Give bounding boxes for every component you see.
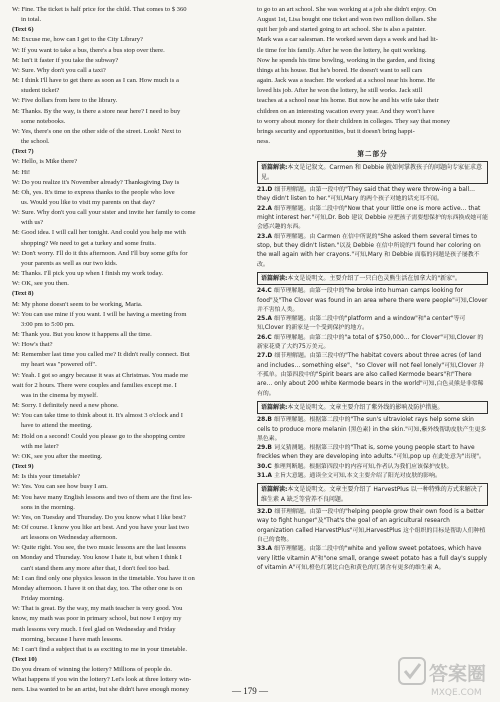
dialogue-line: your parents as well as our two kids. — [21, 259, 118, 267]
dialogue-line: W: Five dollars from here to the library. — [12, 97, 118, 105]
dialogue-line: M: My phone doesn't seem to be working, Maria. — [12, 300, 143, 308]
dialogue-line: M: Of course. I know you like art best. And you have your last two — [12, 523, 189, 531]
dialogue-line: morning, because I have math lessons. — [21, 635, 123, 643]
passage-line: tle time for his family. After he won the lottery, he quit working. — [257, 46, 427, 54]
dialogue-line: M: Thanks. By the way, is there a store near here? I need to buy — [12, 107, 181, 115]
dialogue-line: have to attend the meeting. — [21, 422, 93, 430]
dialogue-line: What happens if you win the lottery? Let's look at three lottery win- — [12, 676, 192, 684]
text-heading: (Text 10) — [12, 656, 37, 663]
watermark-subtext: MXQE.COM — [431, 688, 482, 698]
dialogue-line: some notebooks. — [21, 117, 66, 125]
dialogue-line: was in the cinema by myself. — [21, 391, 98, 399]
answer-explanation: 28.B 细节理解题。根据第二段中的"The sun's ultraviolet rays help some skin cells to produce more melanin (黑色素) in the skin."可知,紫外线帮助皮肤产生更多黑色素。 — [257, 417, 487, 442]
page-number: — 179 — — [232, 686, 268, 696]
watermark-logo — [398, 656, 496, 700]
answer-letter: 21.D — [257, 187, 275, 194]
answer-explanation: 27.D 细节理解题。由第三段中的"The habitat covers about three acres (of land and includes… something else"、"so Clover will not feel lonely"可知,Clover 并不孤单。由第四段中的"Spirit bears are also called Kermode bears"和"There are… only about 200 white Kermode bears in the world"可知,白色灵熊是非常稀有的。 — [257, 353, 485, 397]
answer-explanation: 31.A 主旨大意题。通读全文可知,本文主要介绍了阳光对皮肤的影响。 — [257, 472, 441, 479]
text-heading: (Text 7) — [12, 148, 34, 156]
dialogue-line: M: Hi! — [12, 168, 31, 176]
dialogue-line: W: Sure. Why don't you call a taxi? — [12, 66, 106, 74]
answer-letter: 31.A — [257, 472, 275, 479]
dialogue-line: art lessons on Wednesday afternoon. — [21, 534, 118, 542]
answer-explanation: 25.A 细节理解题。由第二段中的"platform and a window"和"a center"等可知,Clover 的新家是一个受到保护的地方。 — [257, 316, 466, 332]
section-heading: 第二部分 — [357, 150, 388, 159]
summary-label: 语篇解读: — [261, 274, 288, 282]
text-heading: (Text 6) — [12, 26, 34, 34]
dialogue-line: my heart was "powered off". — [21, 361, 97, 369]
passage-line: Mark was a car salesman. He worked seven days a week and had lit- — [257, 36, 438, 44]
passage-continuation — [257, 5, 488, 147]
dialogue-line: with us? — [21, 219, 44, 227]
dialogue-line: M: I can find only one physics lesson in the timetable. You have it on — [12, 574, 195, 582]
answer-letter: 27.D — [257, 353, 275, 360]
answer-explanation: 32.D 细节理解题。由第一段中的"helping people grow their own food is a better way to fight hunger"及"That's the goal of an agricultural research organization called HarvestPlus"可知,HarvestPlus 这个组织的目标是帮助人们种植自己的食物。 — [257, 509, 486, 543]
passage-line: loved his job. After he won the lottery, he still works. Jack still — [257, 87, 423, 95]
dialogue-line: M: You have many English lessons and two of them are the first les- — [12, 493, 193, 501]
answer-explanation: 26.C 细节理解题。由第二段中的"a total of $750,000… for Clover"可知,Clover 的新家花费了大约75万美元。 — [257, 334, 484, 351]
passage-line: teaches at a school near his home. But now he and his wife take their — [257, 97, 439, 105]
answer-explanation: 21.D 细节理解题。由第一段中的"They said that they were throw-ing a ball… they didn't listen to her."可知,Mary 的两个孩子对她的话充耳不闻。 — [257, 187, 475, 203]
dialogue-line: M: Good idea. I will call her tonight. And could you help me with — [12, 229, 186, 237]
dialogue-line: W: Sure. Why don't you call your sister and invite her family to come — [12, 209, 196, 217]
passage-line: children on an interesting vacation every year. And they won't have — [257, 107, 435, 115]
summary-label: 语篇解读: — [261, 164, 288, 172]
passage-summary-box: 语篇解读:本文是记叙文。Carmen 和 Debbie 就如何掌教孩子的问题向专家征求意见。 — [257, 161, 488, 184]
passage-line: things at his house. But he's bored. He doesn't want to sell cars — [257, 66, 423, 74]
dialogue-line: W: OK, see you after the meeting. — [12, 452, 103, 460]
passage-line: again. Jack was a teacher. He worked at a school near his home. He — [257, 77, 435, 85]
passage-summary-box: 语篇解读:本文是说明文。文章主要介绍了紫外线的影响及防护措施。 — [257, 401, 488, 414]
passage-summary-box: 语篇解读:本文是说明文。文章主要介绍了 HarvestPlus 以一种特殊的方式来解决了维生素 A 缺乏等营养不良问题。 — [257, 483, 488, 506]
dialogue-line: know, my math was poor in primary school, but now I enjoy my — [12, 615, 182, 623]
dialogue-line: W: That is great. By the way, my math teacher is very good. You — [12, 605, 183, 613]
dialogue-line: the school. — [21, 138, 50, 146]
answer-letter: 29.B — [257, 445, 274, 452]
text-heading: (Text 8) — [12, 290, 34, 298]
dialogue-line: W: If you want to take a bus, there's a bus stop over there. — [12, 46, 165, 54]
answer-letter: 26.C — [257, 334, 274, 341]
dialogue-line: shopping? We need to get a turkey and some fruits. — [21, 239, 156, 247]
dialogue-line: wait for 2 hours. There were couples and families except me. I — [12, 381, 177, 389]
dialogue-line: math lessons very much. I feel glad on Wednesday and Friday — [12, 625, 176, 633]
dialogue-line: W: Fine. The ticket is half price for the child. That comes to $ 360 — [12, 6, 187, 13]
dialogue-line: W: You can use mine if you want. I will be having a meeting from — [12, 310, 187, 318]
dialogue-line: M: I can't find a subject that is as exciting to me in your timetable. — [12, 645, 187, 653]
passage-summary-box: 语篇解读:本文是说明文。主要介绍了一只白色灵熊生活在加拿大的"新家"。 — [257, 272, 488, 285]
dialogue-line: on Monday and Thursday. You know I hate it, but when I think I — [12, 554, 182, 562]
dialogue-line: M: Hold on a second! Could you please go to the shopping centre — [12, 432, 186, 440]
answer-letter: 25.A — [257, 316, 275, 323]
answer-explanation: 30.C 推理判断题。根据第四段中的内容可知,作者认为我们应该保护皮肤。 — [257, 463, 453, 470]
dialogue-line: W: Yeah. I got so angry because it was at Christmas. You made me — [12, 371, 189, 379]
dialogue-line: W: Yes, there's one on the other side of the street. Look! Next to — [12, 127, 182, 135]
dialogue-line: Do you dream of winning the lottery? Millions of people do. — [12, 666, 172, 674]
dialogue-line: W: Do you realize it's November already? Thanksgiving Day is — [12, 178, 180, 186]
answer-letter: 28.B — [257, 417, 274, 424]
summary-label: 语篇解读: — [261, 486, 288, 494]
dialogue-line: ners. Lisa wanted to be an artist, but she didn't have enough money — [12, 686, 189, 694]
passage-line: to worry about money for their children in colleges. They say that money — [257, 117, 451, 125]
answer-explanation: 24.C 细节理解题。由第一段中的"he broke into human camps looking for food"及"The Clover was found in an area where there were people"可知,Clover 并不害怕人类。 — [257, 288, 488, 313]
answer-explanation: 22.A 细节理解题。由第二段中的"Now that your little one is more active… that might interest her."可知,Dr. Bob 建议 Debbie 应把孩子需要想保护的东西换成她可能会感兴趣的东西。 — [257, 205, 488, 231]
answer-key — [257, 161, 488, 573]
dialogue-line: M: Excuse me, how can I get to the City Library? — [12, 36, 143, 44]
passage-line: to go to an art school. She was working at a job she didn't enjoy. On — [257, 6, 437, 13]
passage-line: quit her job and started going to art school. She is also a painter. — [257, 26, 427, 34]
dialogue-line: W: Yes, on Tuesday and Thursday. Do you know what I like best? — [12, 513, 186, 521]
dialogue-line: Monday afternoon. I have it on that day, too. The other one is on — [12, 584, 183, 592]
answer-letter: 22.A — [257, 205, 275, 212]
dialogue-line: M: Is this your timetable? — [12, 473, 81, 481]
answer-explanation: 23.A 细节理解题。由 Carmen 在信中所说的"She asked them several times to stop, but they didn't listen."以及 Debbie 在信中所说的"I found her coloring on the wall again with her crayons."可知,Mary 和 Debbie 面临的问题是孩子屡教不改。 — [257, 233, 481, 268]
answer-letter: 30.C — [257, 463, 274, 470]
dialogue-line: W: Don't worry. I'll do it this afternoon. And I'll buy some gifts for — [12, 249, 188, 257]
dialogue-line: 3:00 pm to 5:00 pm. — [21, 320, 75, 328]
passage-line: brings security and opportunities, but it doesn't bring happi- — [257, 127, 415, 135]
answer-letter: 23.A — [257, 233, 275, 240]
dialogue-line: Friday morning. — [21, 595, 64, 603]
dialogue-line: M: I think I'll have to get there as soon as I can. How much is a — [12, 77, 179, 85]
watermark-text: 答案圈 — [429, 663, 487, 685]
dialogue-line: M: Sorry. I definitely need a new phone. — [12, 402, 119, 410]
right-text-column — [257, 5, 488, 681]
answer-explanation: 33.A 细节理解题。由第二段中的"white and yellow sweet potatoes, which have very little vitamin A"和"one small, orange sweet potato has a full day's supply of vitamin A"可知,橙色红薯比白色和黄色的红薯含有更多的维生素 A。 — [257, 546, 488, 571]
dialogue-line: W: Hello, is Mike there? — [12, 158, 78, 166]
dialogue-line: M: Thanks. I'll pick you up when I finish my work today. — [12, 270, 163, 278]
dialogue-line: W: How's that? — [12, 341, 53, 349]
passage-line: Now he spends his time bowling, working in the garden, and fixing — [257, 56, 435, 64]
dialogue-line: M: Isn't it faster if you take the subway? — [12, 56, 119, 64]
answer-letter: 32.D — [257, 509, 275, 516]
dialogue-line: M: Remember last time you called me? It didn't really connect. But — [12, 351, 190, 359]
dialogue-line: with me later? — [21, 442, 59, 450]
passage-line: August 1st, Lisa bought one ticket and won two million dollars. She — [257, 16, 437, 24]
dialogue-line: sons in the morning. — [21, 503, 75, 511]
dialogue-line: in total. — [21, 16, 42, 24]
left-text-column — [12, 5, 243, 694]
dialogue-line: W: Yes. You can see how busy I am. — [12, 483, 108, 491]
dialogue-line: us. Would you like to visit my parents on that day? — [21, 198, 155, 206]
text-heading: (Text 9) — [12, 463, 34, 471]
dialogue-line: student ticket? — [21, 87, 60, 95]
answer-letter: 33.A — [257, 546, 275, 553]
dialogue-line: W: OK, see you then. — [12, 280, 69, 288]
dialogue-line: can't stand them any more after that, I don't feel too bad. — [21, 564, 170, 572]
dialogue-line: W: Quite right. You see, the two music lessons are the last lessons — [12, 544, 186, 552]
answer-explanation: 29.B 词义猜测题。根据第三段中的"That is, some young people start to have freckles when they are developing into adults."可知,pop up 在此处意为"出现"。 — [257, 445, 485, 461]
summary-label: 语篇解读: — [261, 403, 288, 411]
dialogue-line: M: Oh, yes. It's time to express thanks to the people who love — [12, 188, 175, 196]
dialogue-line: W: You can take time to think about it. It's almost 3 o'clock and I — [12, 412, 183, 420]
answer-letter: 24.C — [257, 288, 274, 295]
passage-line: ness. — [257, 138, 271, 146]
dialogue-line: M: Thank you. But you know it happens all the time. — [12, 331, 152, 338]
